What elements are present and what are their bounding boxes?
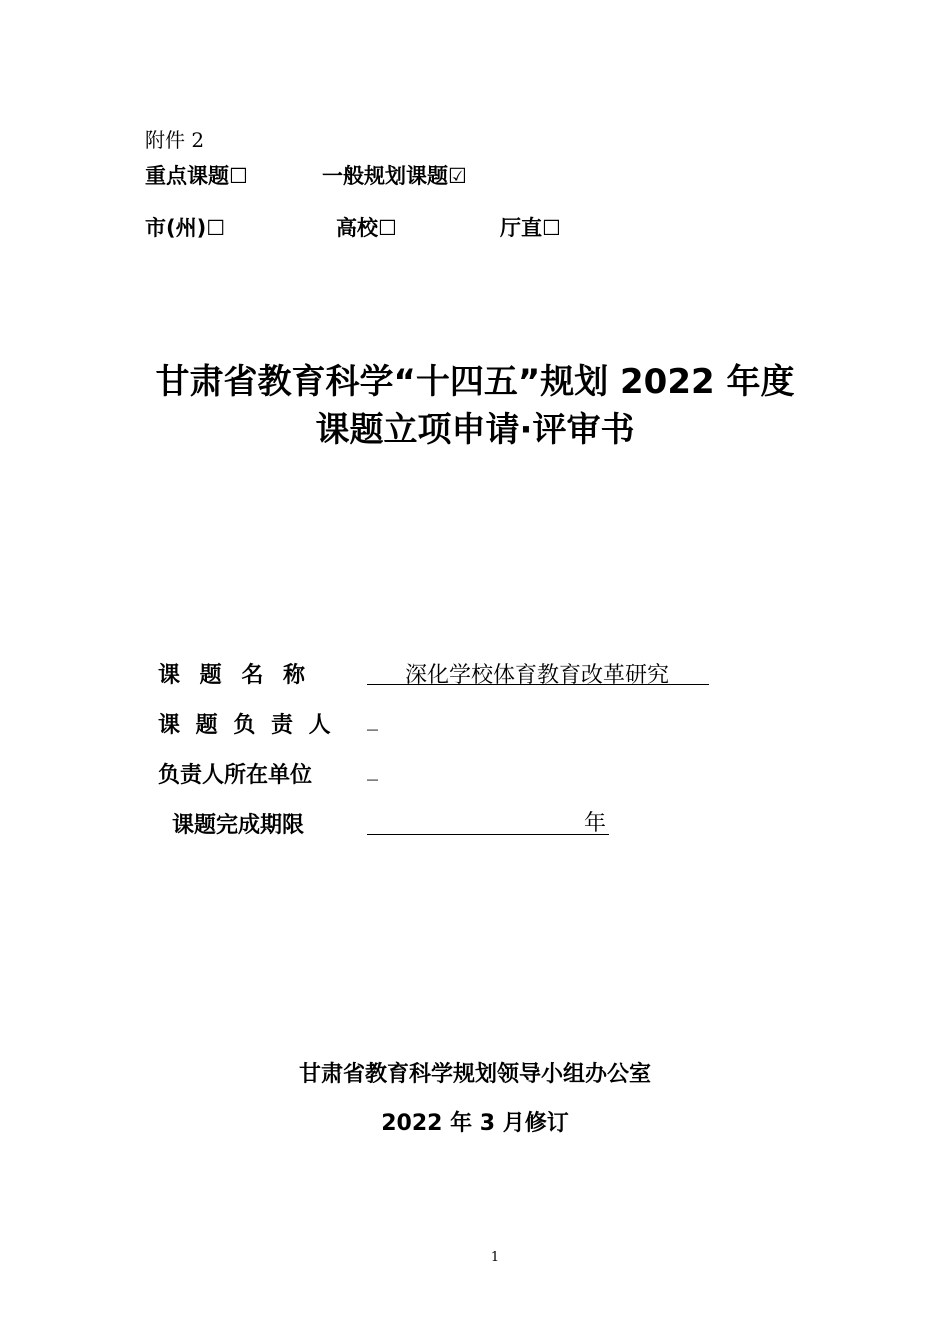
general-project-checkbox[interactable]: 一般规划课题☑ <box>322 164 467 188</box>
page-number: 1 <box>490 1250 500 1265</box>
issuing-office: 甘肃省教育科学规划领导小组办公室 <box>298 1062 651 1087</box>
document-title-line2: 课题立项申请·评审书 <box>315 410 635 450</box>
key-project-checkbox[interactable]: 重点课题☐ <box>145 164 248 188</box>
topic-name-value[interactable]: 深化学校体育教育改革研究 <box>405 663 670 688</box>
revision-date: 2022 年 3 月修订 <box>381 1111 569 1136</box>
city-checkbox[interactable]: 市(州)☐ <box>145 216 226 240</box>
document-title-line1: 甘肃省教育科学“十四五”规划 2022 年度 <box>155 362 795 402</box>
leader-label: 课 题 负 责 人 <box>158 713 335 738</box>
deadline-underline <box>367 833 609 835</box>
deadline-label: 课题完成期限 <box>172 813 305 838</box>
university-checkbox[interactable]: 高校☐ <box>336 216 397 240</box>
department-checkbox[interactable]: 厅直☐ <box>500 216 561 240</box>
attachment-label: 附件 2 <box>145 128 205 152</box>
topic-name-label: 课 题 名 称 <box>158 663 311 688</box>
deadline-value[interactable]: 年 <box>584 811 607 836</box>
unit-value[interactable]: _ <box>367 756 378 781</box>
leader-value[interactable]: _ <box>367 706 378 731</box>
unit-label: 负责人所在单位 <box>158 763 313 788</box>
